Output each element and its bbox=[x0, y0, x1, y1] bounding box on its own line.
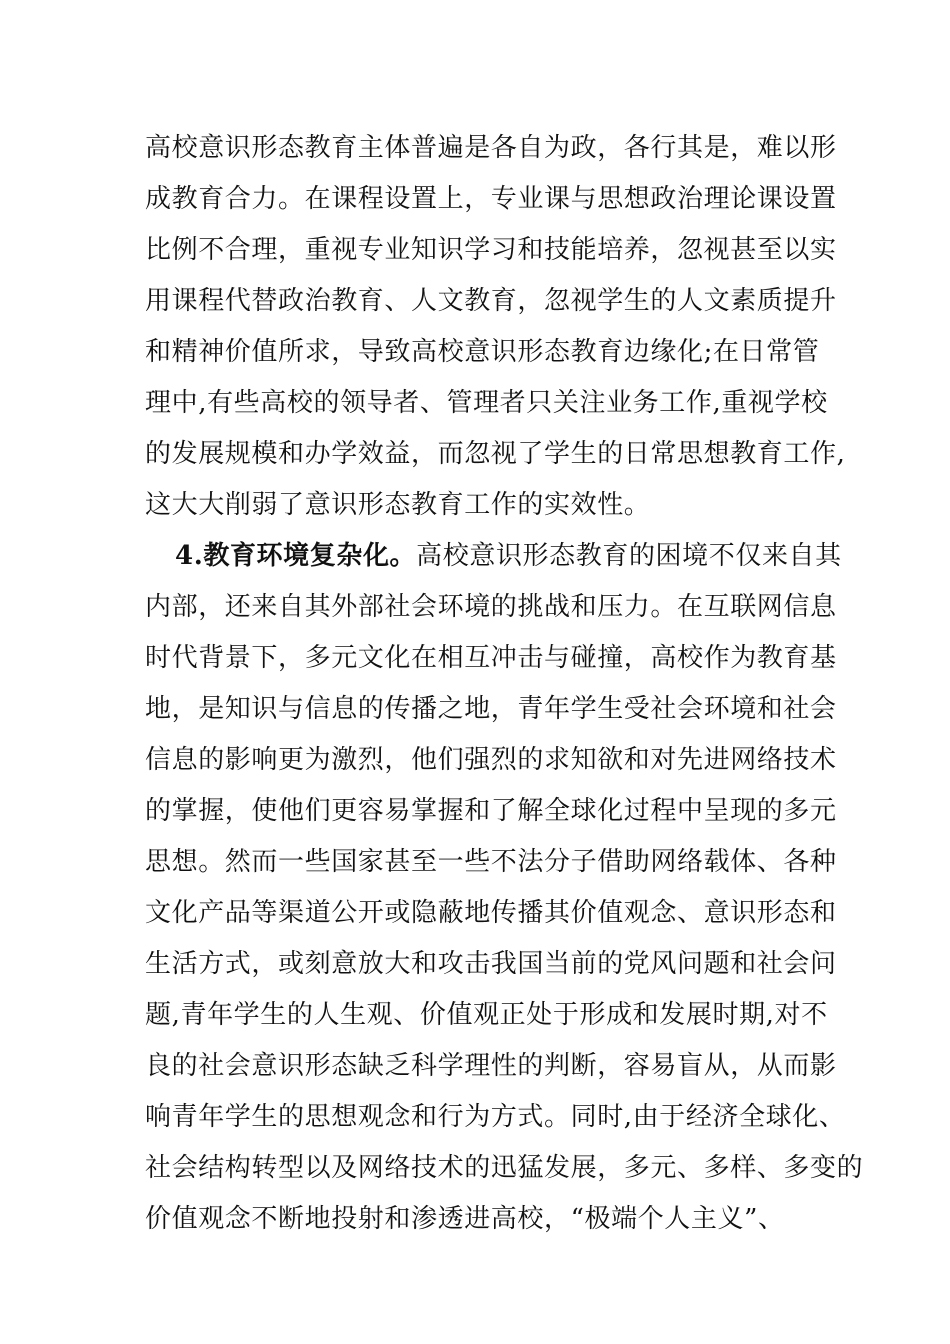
paragraph-2-line-8: 文化产品等渠道公开或隐蔽地传播其价值观念、意识形态和 bbox=[145, 898, 837, 928]
paragraph-2-line-6: 的掌握，使他们更容易掌握和了解全球化过程中呈现的多元 bbox=[145, 796, 837, 826]
paragraph-1-line-8: 这大大削弱了意识形态教育工作的实效性。 bbox=[145, 490, 651, 520]
paragraph-2-line-12: 响青年学生的思想观念和行为方式。同时,由于经济全球化、 bbox=[145, 1102, 846, 1132]
section-heading: 4.教育环境复杂化。 bbox=[175, 541, 417, 571]
paragraph-1-line-6: 理中,有些高校的领导者、管理者只关注业务工作,重视学校 bbox=[145, 388, 828, 418]
paragraph-2-line-11: 良的社会意识形态缺乏科学理性的判断，容易盲从，从而影 bbox=[145, 1051, 837, 1081]
paragraph-2 bbox=[145, 536, 864, 1236]
paragraph-1-line-1: 高校意识形态教育主体普遍是各自为政，各行其是，难以形 bbox=[145, 133, 837, 163]
paragraph-2-line-5: 信息的影响更为激烈，他们强烈的求知欲和对先进网络技术 bbox=[145, 745, 837, 775]
paragraph-1-line-5: 和精神价值所求，导致高校意识形态教育边缘化;在日常管 bbox=[145, 337, 820, 367]
paragraph-2-line-3: 时代背景下，多元文化在相互冲击与碰撞，高校作为教育基 bbox=[145, 643, 837, 673]
paragraph-1-line-4: 用课程代替政治教育、人文教育，忽视学生的人文素质提升 bbox=[145, 286, 837, 316]
paragraph-2-line-9: 生活方式，或刻意放大和攻击我国当前的党风问题和社会问 bbox=[145, 949, 837, 979]
paragraph-1-line-3: 比例不合理，重视专业知识学习和技能培养，忽视甚至以实 bbox=[145, 235, 837, 265]
paragraph-2-line-1-text: 高校意识形态教育的困境不仅来自其 bbox=[416, 541, 842, 571]
paragraph-2-line-7: 思想。然而一些国家甚至一些不法分子借助网络载体、各种 bbox=[145, 847, 837, 877]
paragraph-2-line-1 bbox=[175, 536, 842, 576]
paragraph-2-line-13: 社会结构转型以及网络技术的迅猛发展，多元、多样、多变的 bbox=[145, 1153, 864, 1183]
paragraph-1 bbox=[145, 128, 846, 528]
paragraph-2-line-14: 价值观念不断地投射和渗透进高校，“极端个人主义”、 bbox=[145, 1204, 785, 1234]
paragraph-2-line-4: 地，是知识与信息的传播之地，青年学生受社会环境和社会 bbox=[145, 694, 837, 724]
paragraph-1-line-7: 的发展规模和办学效益，而忽视了学生的日常思想教育工作, bbox=[145, 439, 846, 469]
paragraph-2-line-2: 内部，还来自其外部社会环境的挑战和压力。在互联网信息 bbox=[145, 592, 837, 622]
paragraph-1-line-2: 成教育合力。在课程设置上，专业课与思想政治理论课设置 bbox=[145, 184, 837, 214]
paragraph-2-line-10: 题,青年学生的人生观、价值观正处于形成和发展时期,对不 bbox=[145, 1000, 828, 1030]
